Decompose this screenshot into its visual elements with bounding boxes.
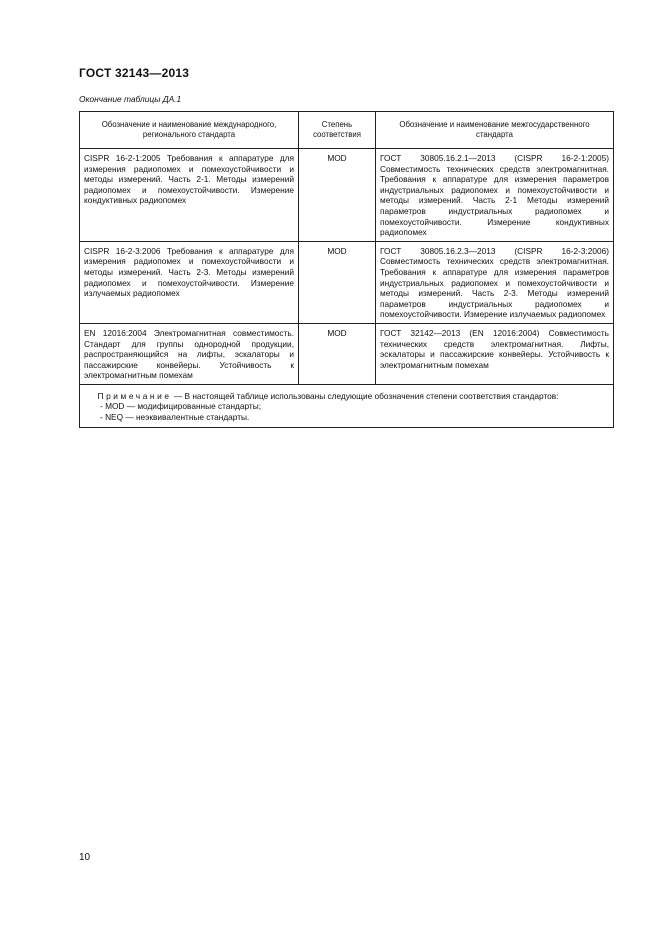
interstate-standard-cell: ГОСТ 30805.16.2.3—2013 (CISPR 16-2-3:2006) Совместимость технических средств электромагнитная. Требования к аппаратуре для измерения параметров индустриальных радиопомех и помехоустойчивости и методы измерений. Часть 2-3. Методы измерений параметров индустриальных радиопомех и помехоустойчивости. Измерение излучаемых радиопомех bbox=[376, 241, 614, 323]
international-standard-cell: CISPR 16-2-3:2006 Требования к аппаратуре для измерения радиопомех и помехоустойчивости и методы измерений. Часть 2-3. Методы измерений радиопомех и помехоустойчивости. Измерение излучаемых радиопомех bbox=[80, 241, 299, 323]
degree-cell: MOD bbox=[299, 241, 376, 323]
note-item-neq: - NEQ — неэквивалентные стандарты. bbox=[100, 412, 250, 423]
international-standard-cell: EN 12016:2004 Электромагнитная совместимость. Стандарт для группы однородной продукции, распространяющийся на лифты, эскалаторы и пассажирские конвейеры. Устойчивость к электромагнитным помехам bbox=[80, 323, 299, 384]
table-row bbox=[80, 323, 614, 384]
note-label: Примечание bbox=[97, 390, 172, 401]
header-interstate-standard: Обозначение и наименование межгосударственного стандарта bbox=[376, 112, 614, 149]
table-caption: Окончание таблицы ДА.1 bbox=[79, 94, 182, 104]
table-row bbox=[80, 149, 614, 242]
header-degree: Степень соответствия bbox=[299, 112, 376, 149]
table-note-row bbox=[80, 384, 614, 427]
note-item-mod: - MOD — модифицированные стандарты; bbox=[100, 401, 262, 412]
correspondence-table bbox=[79, 111, 614, 428]
international-standard-cell: CISPR 16-2-1:2005 Требования к аппаратуре для измерения радиопомех и помехоустойчивости и методы измерений. Часть 2-1. Методы измерений радиопомех и помехоустойчивости. Измерение кондуктивных радиопомех bbox=[80, 149, 299, 242]
note-body: — В настоящей таблице использованы следующие обозначения степени соответствия стандартов: bbox=[173, 390, 559, 401]
degree-cell: MOD bbox=[299, 149, 376, 242]
document-code: ГОСТ 32143—2013 bbox=[79, 66, 190, 80]
table-note bbox=[80, 384, 614, 427]
note-text bbox=[86, 391, 607, 402]
header-international-standard: Обозначение и наименование международного, регионального стандарта bbox=[80, 112, 299, 149]
table-header-row bbox=[80, 112, 614, 149]
interstate-standard-cell: ГОСТ 30805.16.2.1—2013 (CISPR 16-2-1:2005) Совместимость технических средств электромагнитная. Требования к аппаратуре для измерения параметров индустриальных радиопомех и помехоустойчивости и методы измерений. Часть 2-1 Методы измерений параметров индустриальных радиопомех и помехоустойчивости. Измерение кондуктивных радиопомех bbox=[376, 149, 614, 242]
degree-cell: MOD bbox=[299, 323, 376, 384]
table-row bbox=[80, 241, 614, 323]
interstate-standard-cell: ГОСТ 32142—2013 (EN 12016:2004) Совместимость технических средств электромагнитная. Лифты, эскалаторы и пассажирские конвейеры. Устойчивость к электромагнитным помехам bbox=[376, 323, 614, 384]
page-number: 10 bbox=[79, 852, 91, 863]
